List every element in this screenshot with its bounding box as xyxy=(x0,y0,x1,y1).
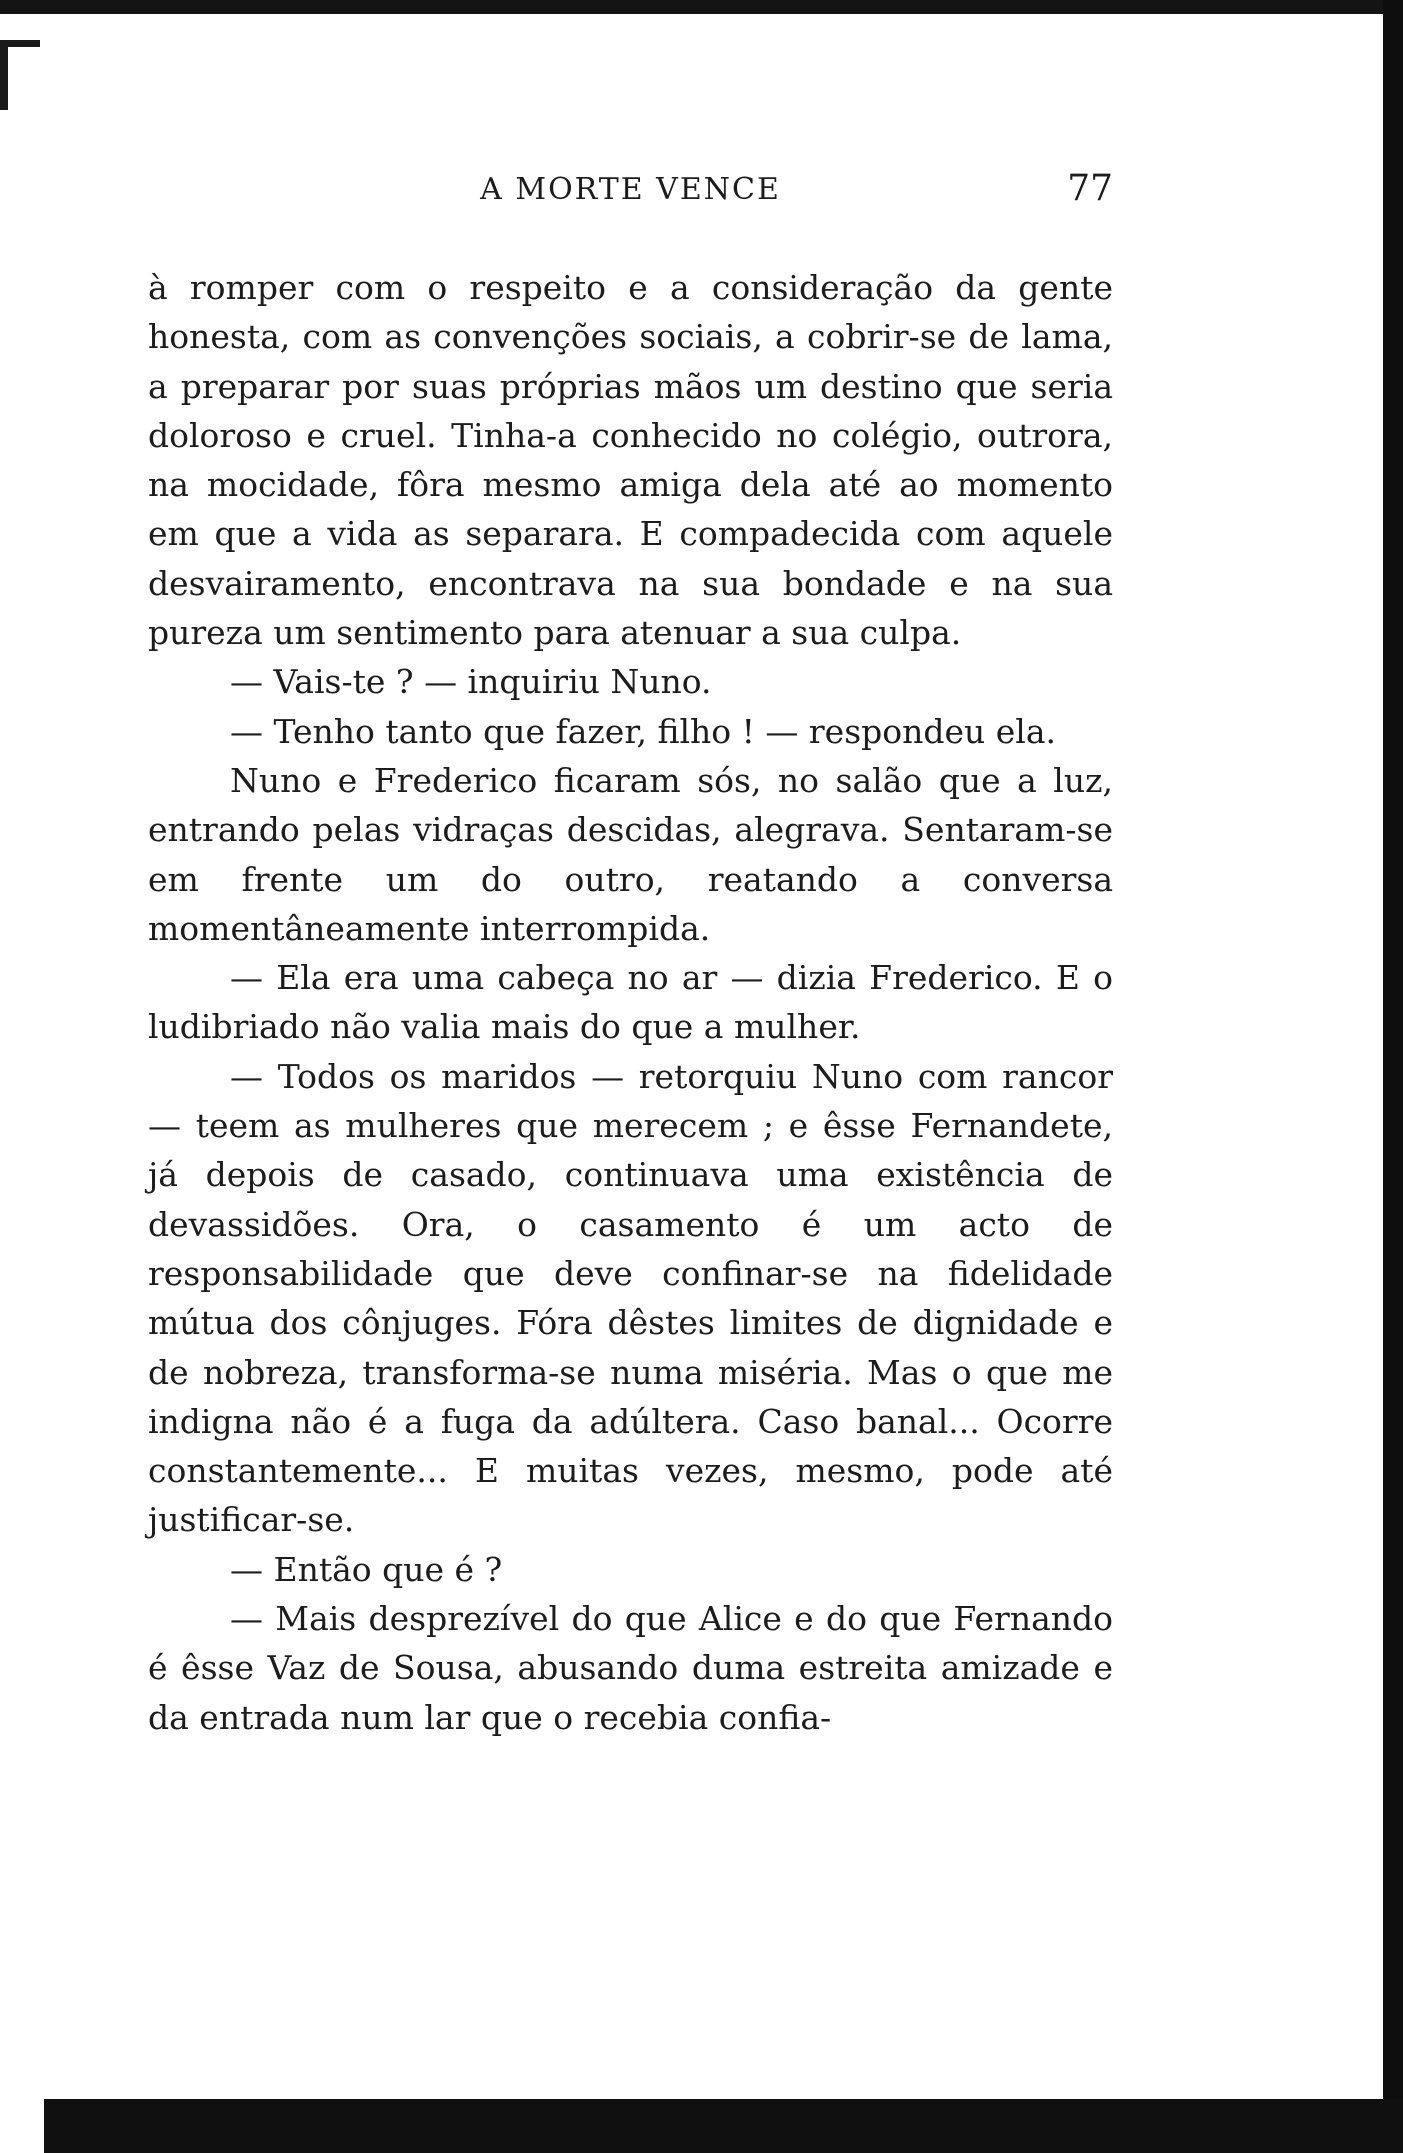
paragraph: — Vais-te ? — inquiriu Nuno. xyxy=(230,662,712,702)
paragraph: — Mais desprezível do que Alice e do que Fernando é êsse Vaz de Sousa, abusando duma estreita amizade e da entrada num lar que o recebia confia- xyxy=(148,1599,1113,1737)
scan-edge-bottom xyxy=(44,2099,1403,2153)
scan-edge-right xyxy=(1383,0,1403,2153)
paragraph: — Então que é ? xyxy=(230,1549,503,1589)
body-text xyxy=(148,263,1113,1742)
running-title: A MORTE VENCE xyxy=(480,172,781,207)
paragraph: — Todos os maridos — retorquiu Nuno com rancor — teem as mulheres que merecem ; e êsse Fernandete, já depois de casado, continuava uma existência de devassidões. Ora, o casamento é um acto de responsabilidade que deve confinar-se na fidelidade mútua dos cônjuges. Fóra dêstes limites de dignidade e de nobreza, transforma-se numa miséria. Mas o que me indigna não é a fuga da adúltera. Caso banal... Ocorre constantemente... E muitas vezes, mesmo, pode até justificar-se. xyxy=(148,1056,1113,1540)
scan-edge-left xyxy=(0,40,8,110)
scan-edge-top xyxy=(0,0,1403,14)
page-number: 77 xyxy=(1067,168,1113,209)
paragraph: à romper com o respeito e a consideração da gente honesta, com as convenções sociais, a cobrir-se de lama, a preparar por suas próprias mãos um destino que seria doloroso e cruel. Tinha-a conhecido no colégio, outrora, na mocidade, fôra mesmo amiga dela até ao momento em que a vida as separara. E compadecida com aquele desvairamento, encontrava na sua bondade e na sua pureza um sentimento para atenuar a sua culpa. xyxy=(148,268,1113,653)
paragraph: — Ela era uma cabeça no ar — dizia Frederico. E o ludibriado não valia mais do que a mulher. xyxy=(148,958,1113,1047)
paragraph: Nuno e Frederico ficaram sós, no salão que a luz, entrando pelas vidraças descidas, alegrava. Sentaram-se em frente um do outro, reatando a conversa momentâneamente interrompida. xyxy=(148,760,1113,948)
scan-edge-left-cap xyxy=(0,40,40,47)
page-header xyxy=(148,168,1113,218)
paragraph: — Tenho tanto que fazer, filho ! — respondeu ela. xyxy=(230,711,1057,751)
